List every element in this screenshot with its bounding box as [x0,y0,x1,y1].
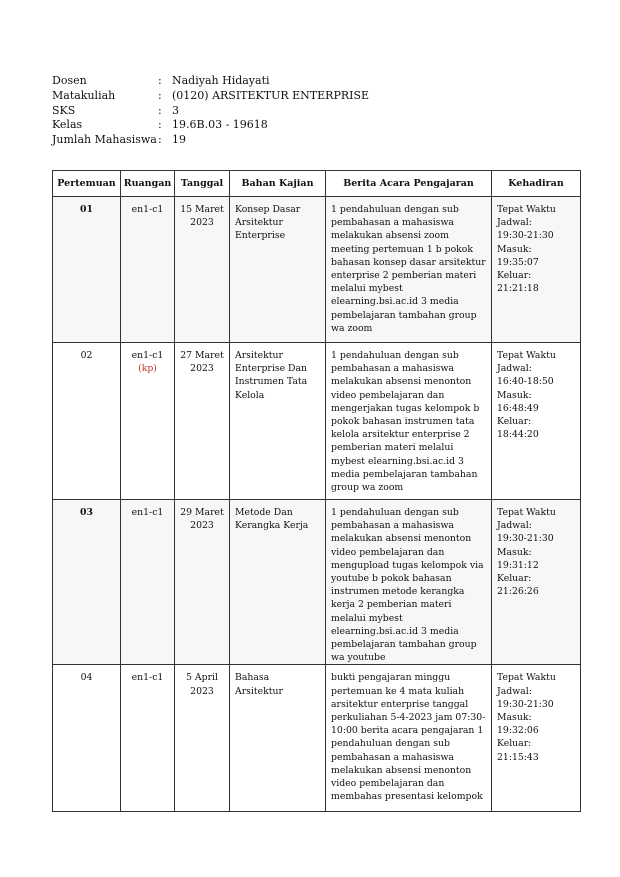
info-label: Kelas [52,118,83,132]
cell-pertemuan: 02 [53,343,121,500]
info-label: Jumlah Mahasiswa [52,133,157,147]
cell-bahan-kajian: Konsep Dasar Arsitektur Enterprise [230,197,326,343]
attendance-status: Tepat Waktu [497,350,556,361]
info-row-sks [52,104,369,119]
cell-berita-acara: 1 pendahuluan dengan sub pembahasan a mahasiswa melakukan absensi menonton video pembelajaran dan mengupload tugas kelompok via youtube b pokok bahasan instrumen metode kerangka kerja 2 pemberian materi melalui mybest elearning.bsi.ac.id 3 media pembelajaran tambahan group wa youtube [326,500,492,665]
table-row [53,197,581,343]
cell-pertemuan: 04 [53,665,121,812]
cell-ruangan [121,665,175,812]
info-colon: : [158,133,162,147]
column-header-bahan-kajian: Bahan Kajian [230,171,326,197]
attendance-out-time: 21:15:43 [497,751,539,763]
info-value: 3 [172,103,179,117]
room-code: en1-c1 [131,672,164,684]
room-tag: (kp) [138,363,157,375]
info-row-dosen [52,74,369,89]
attendance-schedule-label: Jadwal: [497,217,532,229]
attendance-in-label: Masuk: [497,243,532,255]
info-label: SKS [52,103,76,117]
attendance-out-label: Keluar: [497,573,532,585]
attendance-out-label: Keluar: [497,738,532,750]
attendance-schedule-label: Jadwal: [497,363,532,375]
info-colon: : [158,88,162,102]
cell-pertemuan: 01 [53,197,121,343]
attendance-schedule: 19:30-21:30 [497,698,554,710]
cell-berita-acara: bukti pengajaran minggu pertemuan ke 4 mata kuliah arsitektur enterprise tanggal perkuliahan 5-4-2023 jam 07:30-10:00 berita acara pengajaran 1 pendahuluan dengan sub pembahasan a mahasiswa melakukan absensi menonton video pembelajaran dan membahas presentasi kelompok [326,665,492,812]
cell-kehadiran [492,500,581,665]
table-row [53,500,581,665]
cell-tanggal: 27 Maret 2023 [175,343,230,500]
attendance-in-label: Masuk: [497,546,532,558]
attendance-schedule: 19:30-21:30 [497,230,554,242]
info-colon: : [158,118,162,132]
cell-ruangan [121,500,175,665]
attendance-status: Tepat Waktu [497,204,556,215]
attendance-schedule: 19:30-21:30 [497,533,554,545]
info-value: 19 [172,133,186,147]
info-value: (0120) ARSITEKTUR ENTERPRISE [172,88,370,102]
cell-tanggal: 29 Maret 2023 [175,500,230,665]
attendance-in-time: 16:48:49 [497,402,539,414]
room-code: en1-c1 [131,507,164,518]
cell-pertemuan: 03 [53,500,121,665]
column-header-pertemuan: Pertemuan [53,171,121,197]
attendance-out-label: Keluar: [497,416,532,428]
info-row-kelas [52,118,369,133]
table-header-row [53,171,581,197]
column-header-ruangan: Ruangan [121,171,175,197]
attendance-in-time: 19:32:06 [497,725,539,737]
attendance-status: Tepat Waktu [497,507,556,518]
course-info-header [52,74,369,148]
attendance-schedule-label: Jadwal: [497,520,532,532]
attendance-out-label: Keluar: [497,270,532,282]
attendance-out-time: 18:44:20 [497,429,539,441]
room-code: en1-c1 [131,204,164,215]
info-colon: : [158,74,162,87]
attendance-in-time: 19:35:07 [497,256,539,268]
info-row-jumlah-mahasiswa [52,133,369,148]
info-label: Matakuliah [52,88,116,102]
cell-bahan-kajian: Bahasa Arsitektur [230,665,326,812]
column-header-berita-acara: Berita Acara Pengajaran [326,171,492,197]
attendance-in-time: 19:31:12 [497,559,539,571]
attendance-out-time: 21:26:26 [497,586,539,598]
column-header-tanggal: Tanggal [175,171,230,197]
info-label: Dosen [52,74,87,87]
cell-ruangan [121,197,175,343]
info-value: 19.6B.03 - 19618 [172,118,268,132]
attendance-schedule-label: Jadwal: [497,685,532,697]
table-row [53,665,581,812]
cell-tanggal: 5 April 2023 [175,665,230,812]
cell-berita-acara: 1 pendahuluan dengan sub pembahasan a mahasiswa melakukan absensi zoom meeting pertemuan 1 b pokok bahasan konsep dasar arsitektur enterprise 2 pemberian materi melalui mybest elearning.bsi.ac.id 3 media pembelajaran tambahan group wa zoom [326,197,492,343]
attendance-in-label: Masuk: [497,712,532,724]
info-colon: : [158,103,162,117]
cell-ruangan [121,343,175,500]
cell-kehadiran [492,665,581,812]
room-code: en1-c1 [131,350,164,361]
column-header-kehadiran: Kehadiran [492,171,581,197]
cell-tanggal: 15 Maret 2023 [175,197,230,343]
attendance-status: Tepat Waktu [497,672,556,684]
teaching-record-table [52,170,581,812]
cell-kehadiran [492,197,581,343]
attendance-in-label: Masuk: [497,389,532,401]
cell-kehadiran [492,343,581,500]
table-row [53,343,581,500]
attendance-schedule: 16:40-18:50 [497,376,554,388]
attendance-out-time: 21:21:18 [497,283,539,295]
cell-bahan-kajian: Metode Dan Kerangka Kerja [230,500,326,665]
cell-berita-acara: 1 pendahuluan dengan sub pembahasan a mahasiswa melakukan absensi menonton video pembelajaran dan mengerjakan tugas kelompok b pokok bahasan instrumen tata kelola arsitektur enterprise 2 pemberian materi melalui mybest elearning.bsi.ac.id 3 media pembelajaran tambahan group wa zoom [326,343,492,500]
info-value: Nadiyah Hidayati [172,74,270,87]
info-row-matakuliah [52,89,369,104]
cell-bahan-kajian: Arsitektur Enterprise Dan Instrumen Tata Kelola [230,343,326,500]
